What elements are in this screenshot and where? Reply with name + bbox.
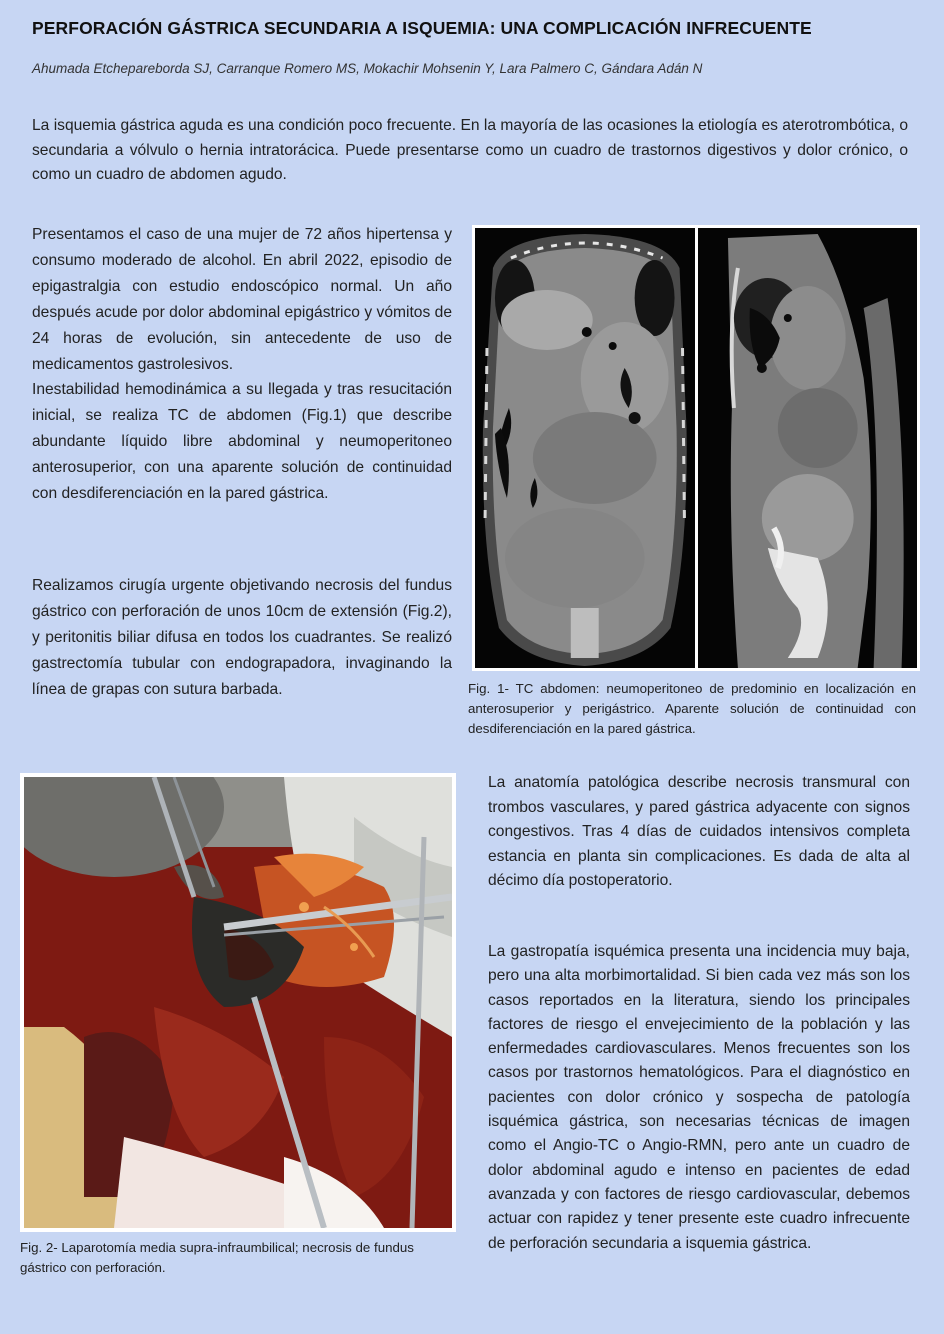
figure-2-caption: Fig. 2- Laparotomía media supra-infraumbilical; necrosis de fundus gástrico con perforación. — [20, 1240, 414, 1275]
figure-1-caption: Fig. 1- TC abdomen: neumoperitoneo de predominio en localización en anterosuperior y perigástrico. Aparente solución de continuidad con desdiferenciación en la pared gástrica. — [468, 681, 916, 736]
author-list: Ahumada Etchepareborda SJ, Carranque Romero MS, Mokachir Mohsenin Y, Lara Palmero C, Gándara Adán N — [32, 61, 703, 76]
surgery-paragraph: Realizamos cirugía urgente objetivando necrosis del fundus gástrico con perforación de unos 10cm de extensión (Fig.2), y peritonitis biliar difusa en todos los cuadrantes. Se realizó gastrectomía tubular con endograpadora, invaginando la línea de grapas con sutura barbada. — [32, 577, 452, 698]
discussion-paragraph: La gastropatía isquémica presenta una incidencia muy baja, pero una alta morbimortalidad. Si bien cada vez más son los casos reportados en la literatura, siendo los principales factores de riesgo el envejecimiento de la población y las enfermedades cardiovasculares. Menos frecuentes son los casos por trastornos hematológicos. Para el diagnóstico en pacientes con dolor crónico y sospecha de patología isquémica gástrica, son necesarias técnicas de imagen como el Angio-TC o Angio-RMN, pero ante un cuadro de dolor abdominal agudo e intenso en pacientes de edad avanzada y con factores de riesgo cardiovascular, debemos actuar con rapidez y tener presente este cuadro infrecuente de perforación secundaria a isquemia gástrica. — [488, 943, 910, 1252]
intro-paragraph: La isquemia gástrica aguda es una condición poco frecuente. En la mayoría de las ocasiones la etiología es aterotrombótica, o secundaria a vólvulo o hernia intratorácica. Puede presentarse como un cuadro de trastornos digestivos y dolor crónico, o como un cuadro de abdomen agudo. — [32, 117, 908, 183]
figure-1-ct — [472, 225, 920, 671]
page-title: PERFORACIÓN GÁSTRICA SECUNDARIA A ISQUEMIA: UNA COMPLICACIÓN INFRECUENTE — [32, 18, 812, 38]
ct-sagittal-image — [698, 228, 918, 668]
case-paragraph: Presentamos el caso de una mujer de 72 años hipertensa y consumo moderado de alcohol. En abril 2022, episodio de epigastralgia con estudio endoscópico normal. Un año después acude por dolor abdominal epigástrico y vómitos de 24 horas de evolución, sin antecedente de uso de medicamentos gastrolesivos. — [32, 226, 452, 373]
pathology-paragraph: La anatomía patológica describe necrosis transmural con trombos vasculares, y pared gástrica adyacente con signos congestivos. Tras 4 días de cuidados intensivos completa estancia en planta sin complicaciones. Es dada de alta al décimo día postoperatorio. — [488, 774, 910, 889]
case-section — [32, 222, 452, 507]
ct-paragraph: Inestabilidad hemodinámica a su llegada y tras resucitación inicial, se realiza TC de abdomen (Fig.1) que describe abundante líquido libre abdominal y neumoperitoneo anterosuperior, con una aparente solución de continuidad con desdiferenciación en la pared gástrica. — [32, 381, 452, 503]
ct-coronal-image — [475, 228, 695, 668]
figure-2-surgical-photo — [20, 773, 456, 1232]
